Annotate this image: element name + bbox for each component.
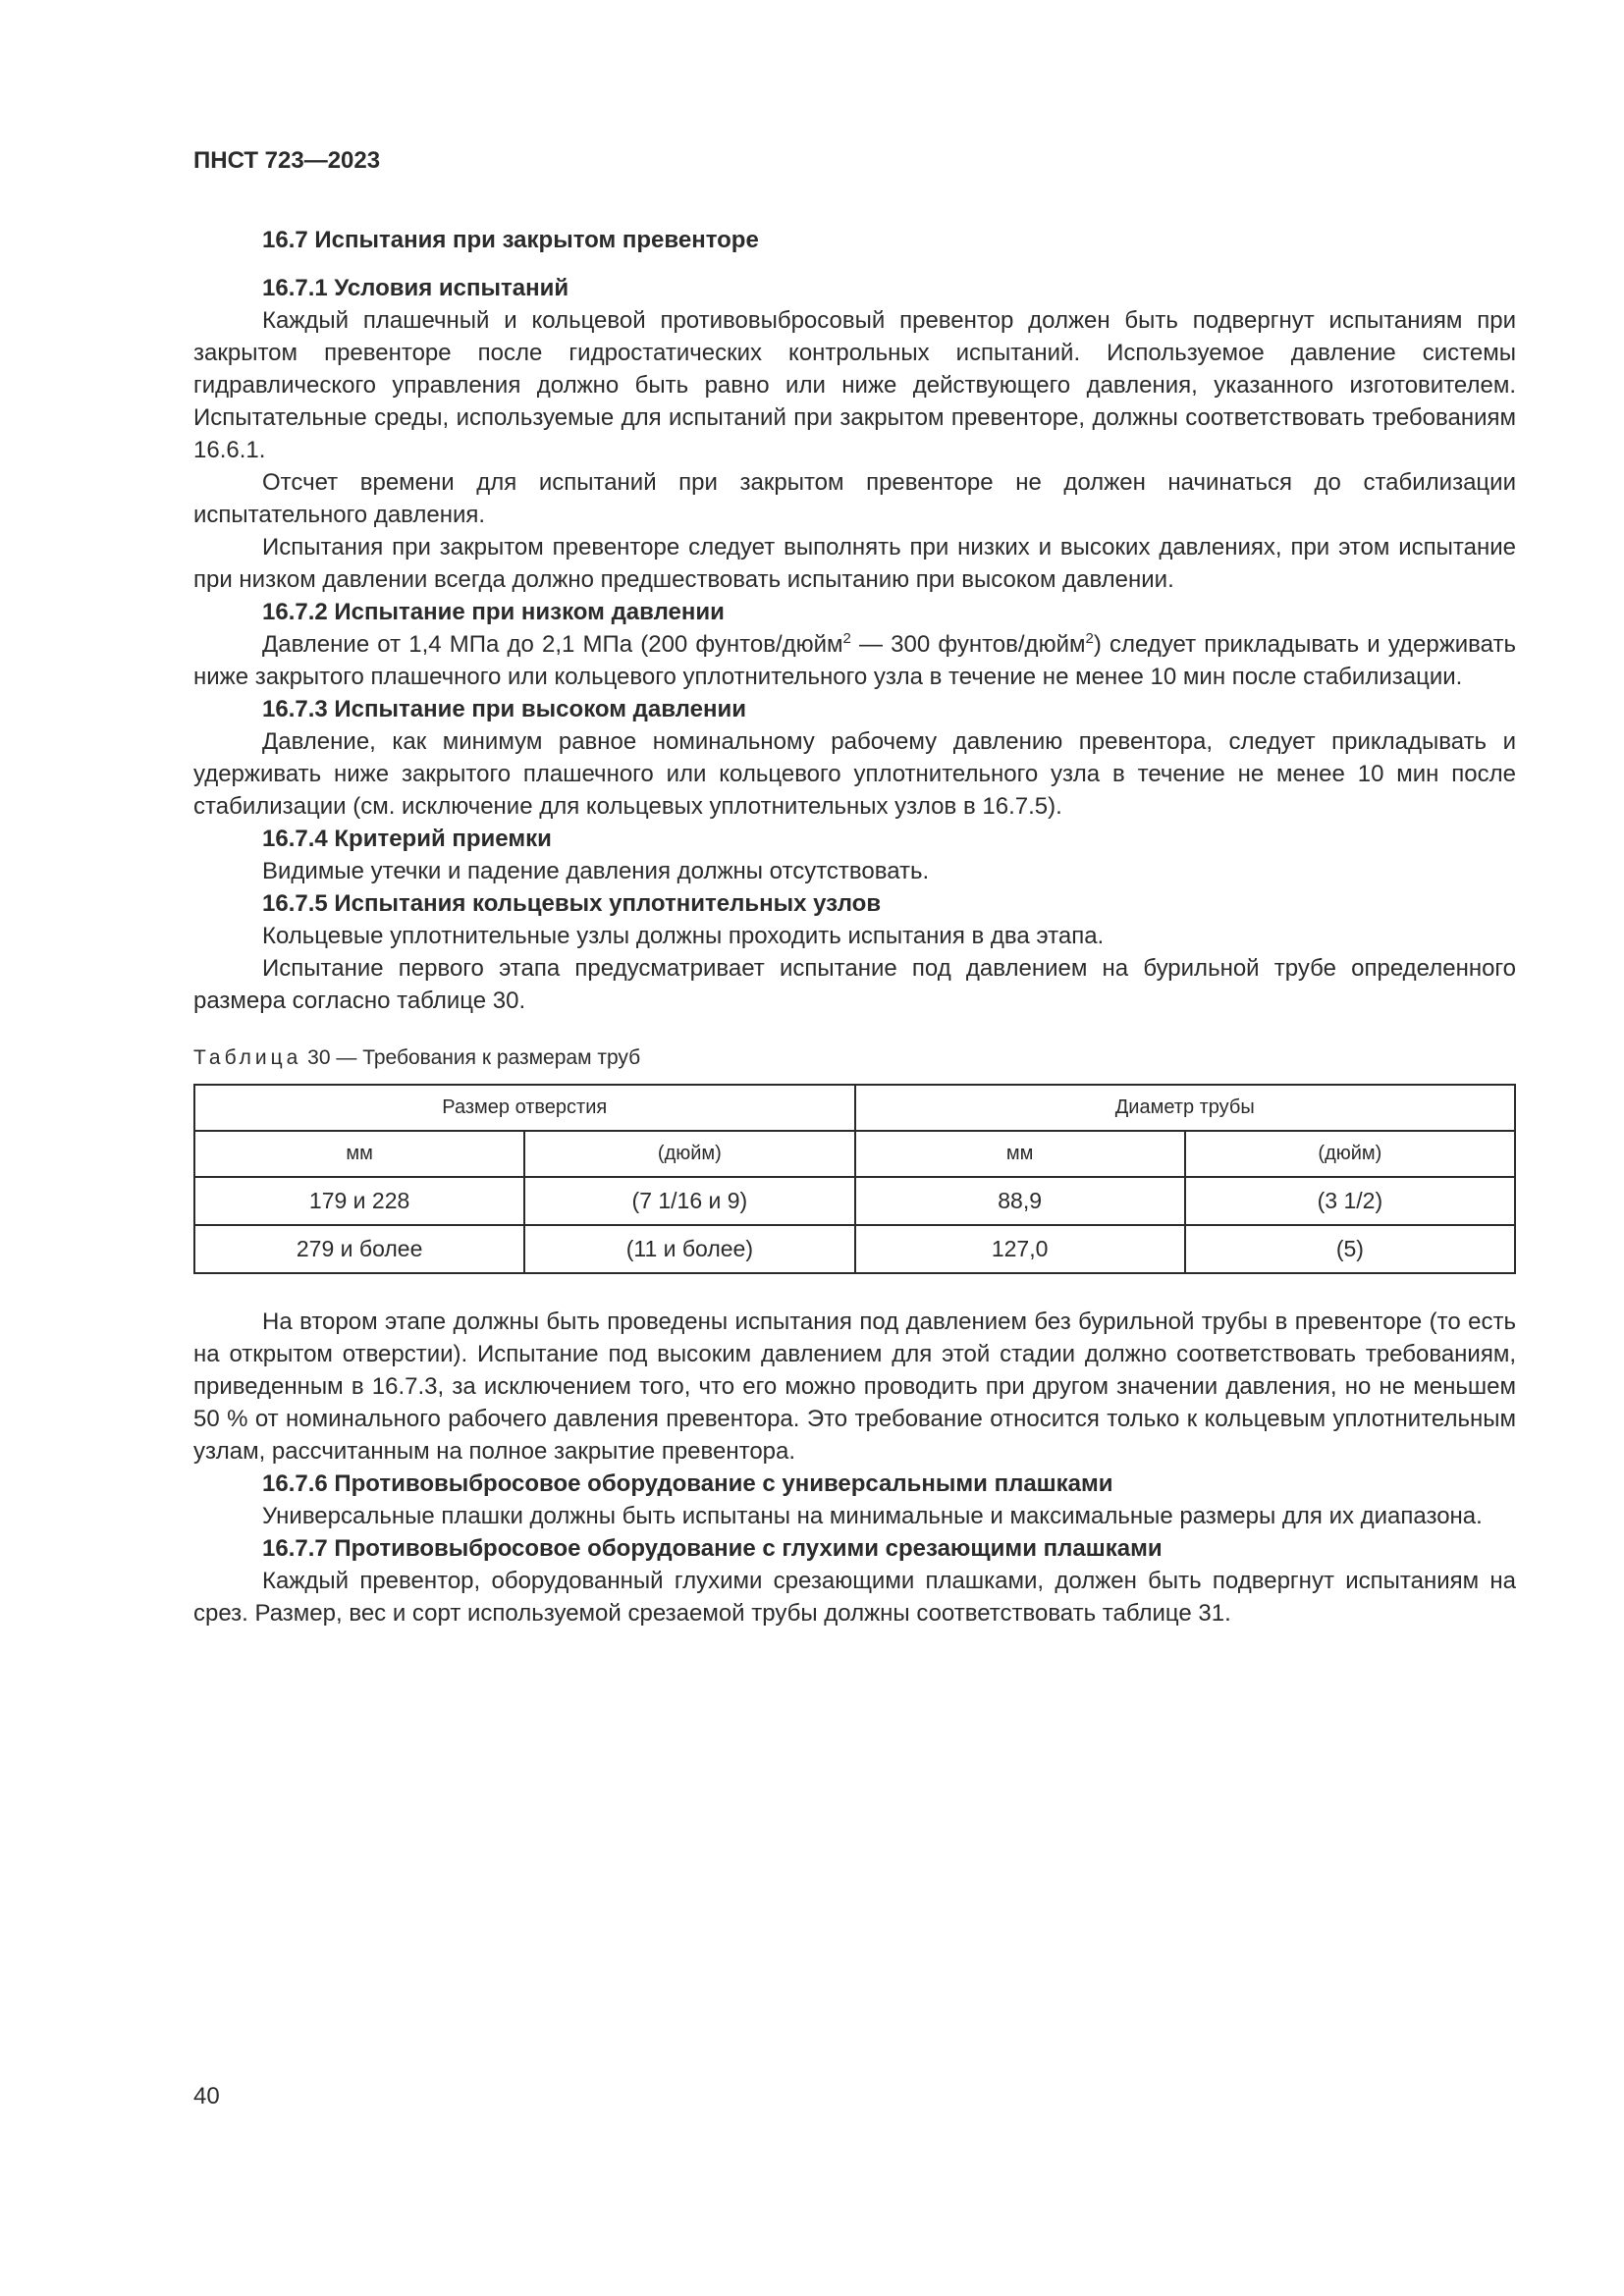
- subsection-heading-16-7-2: 16.7.2 Испытание при низком давлении: [262, 599, 725, 625]
- subsection-heading-16-7-5: 16.7.5 Испытания кольцевых уплотнительных узлов: [262, 890, 882, 917]
- table-row: [194, 1225, 1515, 1273]
- text-run: — 300 фунтов/дюйм: [850, 631, 1086, 658]
- page-content: [193, 224, 1516, 1629]
- table-cell: (3 1/2): [1185, 1177, 1515, 1225]
- table-caption-title: 30 — Требования к размерам труб: [301, 1046, 641, 1069]
- table-cell: (7 1/16 и 9): [524, 1177, 854, 1225]
- table-caption: [193, 1044, 1516, 1072]
- table-cell: 279 и более: [194, 1225, 524, 1273]
- pipe-size-table: [193, 1084, 1516, 1274]
- subsection-heading-16-7-6: 16.7.6 Противовыбросовое оборудование с универсальными плашками: [262, 1470, 1113, 1497]
- paragraph: Видимые утечки и падение давления должны отсутствовать.: [262, 858, 930, 884]
- table-cell: (11 и более): [524, 1225, 854, 1273]
- table-row: [194, 1177, 1515, 1225]
- text-run: Давление от 1,4 МПа до 2,1 МПа (200 фунтов/дюйм: [262, 631, 843, 658]
- header-bore-mm: мм: [194, 1131, 524, 1177]
- table-cell: (5): [1185, 1225, 1515, 1273]
- header-bore-size: Размер отверстия: [194, 1085, 855, 1131]
- paragraph: Универсальные плашки должны быть испытаны на минимальные и максимальные размеры для их диапазона.: [262, 1503, 1483, 1529]
- document-code: ПНСТ 723—2023: [193, 147, 381, 174]
- paragraph: Каждый плашечный и кольцевой противовыбросовый превентор должен быть подвергнут испытаниям при закрытом превенторе после гидростатических контрольных испытаний. Используемое давление системы гидравлического управления должно быть равно или ниже действующего давления, указанного изготовителем. Испытательные среды, используемые для испытаний при закрытом превенторе, должны соответствовать требованиям 16.6.1.: [193, 307, 1516, 463]
- paragraph: Испытание первого этапа предусматривает испытание под давлением на бурильной трубе определенного размера согласно таблице 30.: [193, 955, 1516, 1014]
- paragraph: [193, 628, 1516, 693]
- header-pipe-mm: мм: [855, 1131, 1185, 1177]
- text-run: ) следует прикладывать и удерживать ниже закрытого плашечного или кольцевого уплотнительного узла в течение не менее 10 мин после стабилизации.: [193, 631, 1516, 690]
- subsection-heading-16-7-1: 16.7.1 Условия испытаний: [262, 275, 569, 301]
- table-caption-word: Таблица: [193, 1046, 302, 1069]
- paragraph: Каждый превентор, оборудованный глухими срезающими плашками, должен быть подвергнут испытаниям на срез. Размер, вес и сорт используемой срезаемой трубы должны соответствовать таблице 31.: [193, 1568, 1516, 1627]
- paragraph: Давление, как минимум равное номинальному рабочему давлению превентора, следует прикладывать и удерживать ниже закрытого плашечного или кольцевого уплотнительного узла в течение не менее 10 мин после стабилизации (см. исключение для кольцевых уплотнительных узлов в 16.7.5).: [193, 728, 1516, 820]
- paragraph: На втором этапе должны быть проведены испытания под давлением без бурильной трубы в превенторе (то есть на открытом отверстии). Испытание под высоким давлением для этой стадии должно соответствовать требованиям, приведенным в 16.7.3, за исключением того, что его можно проводить при другом значении давления, но не меньшем 50 % от номинального рабочего давления превентора. Это требование относится только к кольцевым уплотнительным узлам, рассчитанным на полное закрытие превентора.: [193, 1308, 1516, 1465]
- subsection-heading-16-7-7: 16.7.7 Противовыбросовое оборудование с глухими срезающими плашками: [262, 1535, 1163, 1562]
- paragraph: Испытания при закрытом превенторе следует выполнять при низких и высоких давлениях, при этом испытание при низком давлении всегда должно предшествовать испытанию при высоком давлении.: [193, 534, 1516, 593]
- superscript: 2: [1085, 630, 1094, 647]
- table-cell: 88,9: [855, 1177, 1185, 1225]
- header-pipe-inch: (дюйм): [1185, 1131, 1515, 1177]
- table-cell: 179 и 228: [194, 1177, 524, 1225]
- page-number: 40: [193, 2083, 220, 2109]
- header-pipe-diameter: Диаметр трубы: [855, 1085, 1516, 1131]
- header-bore-inch: (дюйм): [524, 1131, 854, 1177]
- paragraph: Кольцевые уплотнительные узлы должны проходить испытания в два этапа.: [262, 923, 1105, 949]
- subsection-heading-16-7-3: 16.7.3 Испытание при высоком давлении: [262, 696, 746, 722]
- table-cell: 127,0: [855, 1225, 1185, 1273]
- paragraph: Отсчет времени для испытаний при закрытом превенторе не должен начинаться до стабилизации испытательного давления.: [193, 469, 1516, 528]
- section-heading-16-7: 16.7 Испытания при закрытом превенторе: [262, 227, 759, 253]
- superscript: 2: [842, 630, 851, 647]
- subsection-heading-16-7-4: 16.7.4 Критерий приемки: [262, 826, 552, 852]
